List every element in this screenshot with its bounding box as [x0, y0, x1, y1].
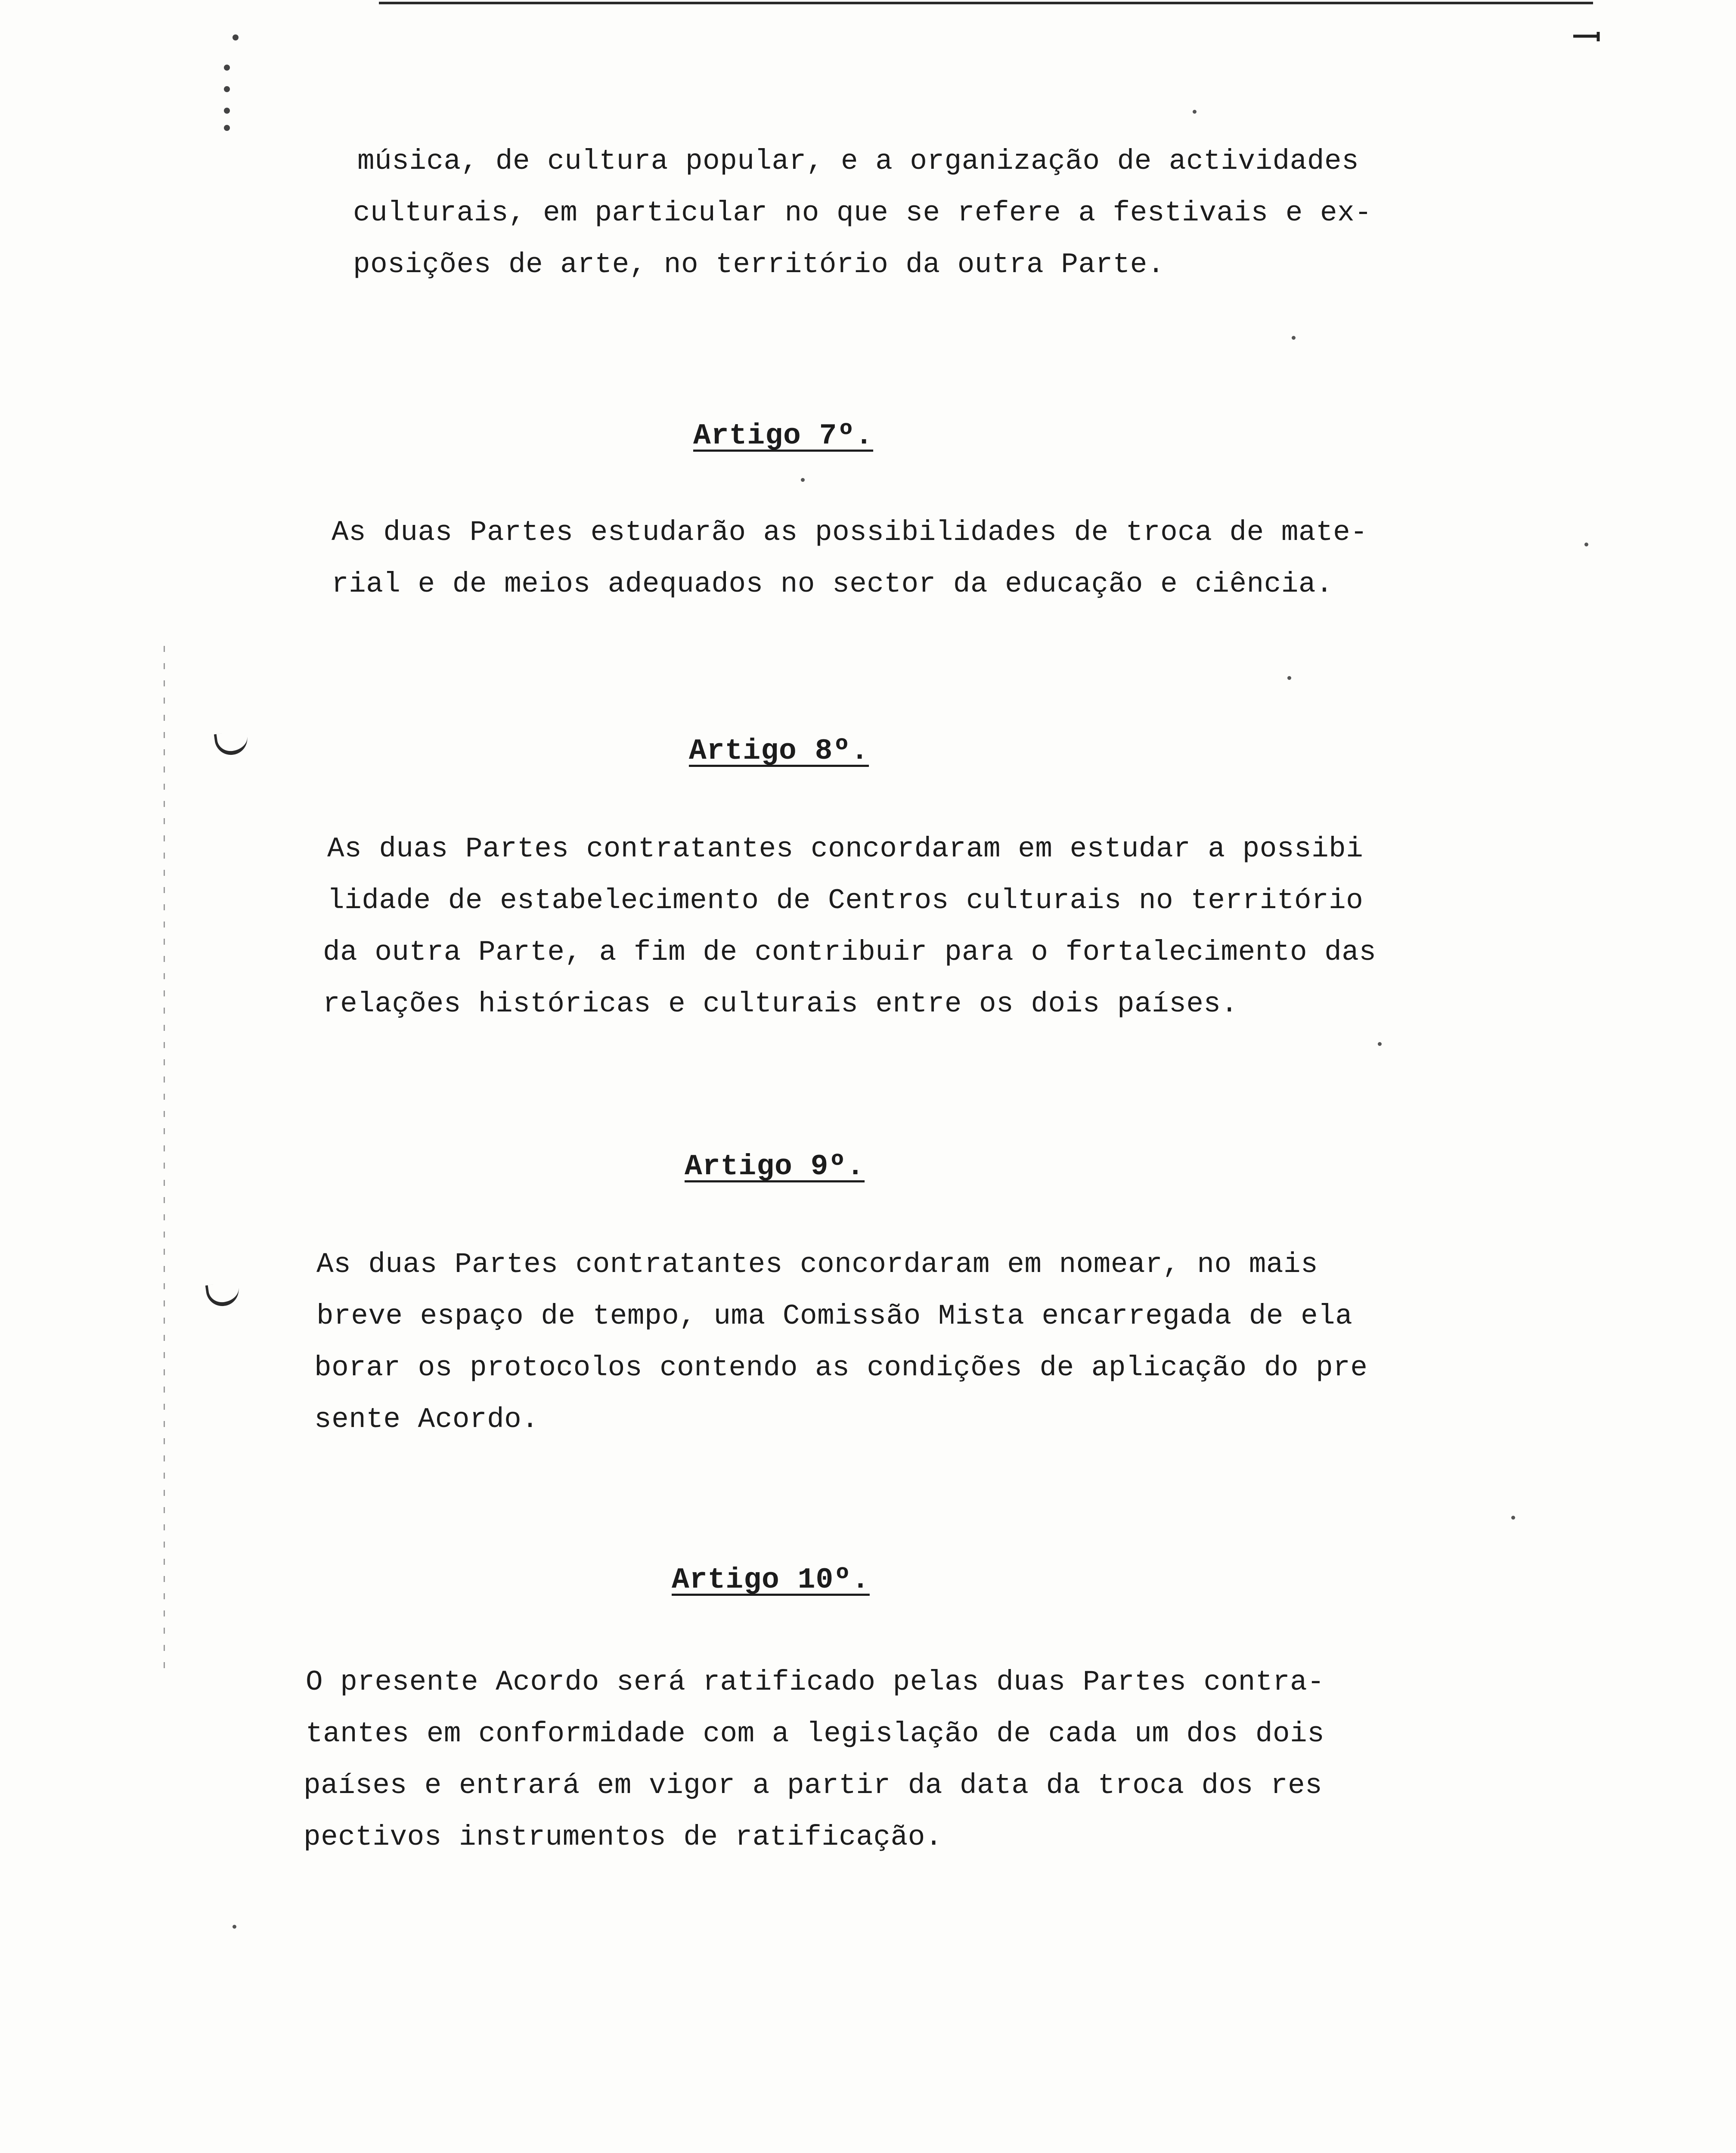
text-line: O presente Acordo será ratificado pelas duas Partes contra- [306, 1666, 1325, 1698]
text-line: rial e de meios adequados no sector da educação e ciência. [332, 568, 1333, 600]
scan-speck [1378, 1042, 1382, 1046]
text-line: lidade de estabelecimento de Centros culturais no território [327, 884, 1364, 917]
text-line: pectivos instrumentos de ratificação. [304, 1821, 942, 1853]
binding-hook-mark [205, 1281, 241, 1308]
text-line: As duas Partes estudarão as possibilidades de troca de mate- [332, 516, 1368, 549]
text-line: posições de arte, no território da outra Parte. [353, 248, 1165, 281]
binding-hook-mark [214, 730, 250, 757]
text-line: da outra Parte, a fim de contribuir para o fortalecimento das [323, 936, 1376, 968]
punch-hole [224, 86, 230, 92]
text-line: países e entrará em vigor a partir da data da troca dos res [304, 1769, 1323, 1802]
article-heading: Artigo 7º. [693, 419, 874, 453]
punch-hole [224, 108, 230, 114]
text-line: breve espaço de tempo, uma Comissão Mista encarregada de ela [316, 1300, 1353, 1332]
top-edge-rule [379, 2, 1593, 4]
text-line: borar os protocolos contendo as condições de aplicação do pre [314, 1352, 1368, 1384]
punch-hole [232, 34, 239, 40]
binding-edge-line [164, 646, 165, 1679]
punch-hole [224, 65, 230, 71]
text-line: música, de cultura popular, e a organização de actividades [357, 145, 1359, 177]
scan-speck [1292, 336, 1296, 340]
corner-arrow-icon [1572, 30, 1603, 43]
article-heading: Artigo 9º. [685, 1150, 865, 1183]
scan-speck [1511, 1516, 1515, 1520]
text-line: sente Acordo. [314, 1403, 539, 1436]
punch-hole [224, 125, 230, 131]
scan-speck [232, 1925, 236, 1929]
scan-speck [801, 478, 805, 482]
text-line: relações históricas e culturais entre os dois países. [323, 988, 1238, 1020]
scan-speck [1584, 543, 1588, 546]
text-line: As duas Partes contratantes concordaram em estudar a possibi [327, 833, 1364, 865]
article-heading: Artigo 8º. [689, 735, 869, 768]
text-line: culturais, em particular no que se refere a festivais e ex- [353, 197, 1372, 229]
scan-speck [1287, 676, 1291, 680]
text-line: tantes em conformidade com a legislação de cada um dos dois [306, 1718, 1325, 1750]
article-heading: Artigo 10º. [672, 1564, 870, 1597]
scan-speck [1193, 110, 1197, 114]
text-line: As duas Partes contratantes concordaram em nomear, no mais [316, 1248, 1318, 1281]
